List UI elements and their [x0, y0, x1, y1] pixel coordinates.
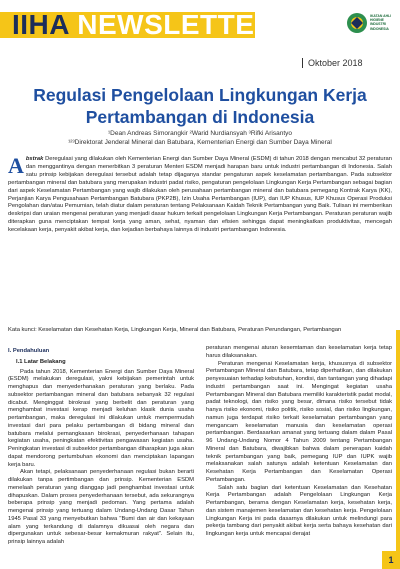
brand-name: IIHA [12, 9, 69, 40]
paragraph: Pada tahun 2018, Kementerian Energi dan Sumber Daya Mineral (ESDM) melakukan deregulasi, yakni kebijakan pemerintah untuk menghapus dan menyederhanakan peraturan yang berlaku. Pada subsektor pertambangan mineral dan batubara sebanyak 32 regulasi dicabut. Menginggat birokrasi yang berbelit dan peraturan yang menghambat investasi kerap menjadi keluhan klasik dunia usaha pertambangan, maka deregulasi ini dilakukan untuk mempermudah investasi dari para pelaku pertambangan di bidang mineral dan batubara melalui pemangkasan birokrasi, penyederhanaan tahapan kegiatan usaha, peningkatan efektivitas pengawasan kegiatan usaha. Peningkatan investasi di subsektor pertambangan diharapkan juga akan dapat mendorong pertumbuhan ekonomi dan menciptakan lapangan kerja baru. [8, 368, 194, 468]
abstract [8, 153, 392, 235]
paragraph: Peraturan mengenai Keselamatan kerja, khususnya di subsektor Pertambangan Mineral dan Batubara, tetap diperhatikan, dan dilakukan penyesuaian terhadap kebutuhan, kondisi, dan tantangan yang dihadapi industri pertambangan saat ini. Mengingat kegiatan usaha Pertambangan Mineral dan Batubara memiliki karakteristik padat modal, padat teknologi, dan risiko yang besar, dimana risiko tersebut tidak hanya risiko ekonomi, risiko politik, risiko sosial, dan risiko lingkungan, namun juga terdapat risiko terkait keselamatan pertambangan yang mengancam keselamatan manusia dan keselamatan operasi pertambangan. Berdasarkan amanat yang tertuang dalam dalam Pasal 96 Undang-Undang Nomor 4 Tahun 2009 tentang Pertambangan Mineral dan Batubara, diwajibkan bahwa dalam penerapan kaidah teknik pertambangan yang baik, pemegang IUP dan IUPK wajib melaksanakan salah satunya adalah ketentuan Keselamatan dan Kesehatan Kerja Pertambangan dan Keselamatan Operasi Pertambangan. [206, 360, 392, 483]
author-affiliation: ¹²³Direktorat Jenderal Mineral dan Batubara, Kementerian Energi dan Sumber Daya Mineral [68, 139, 332, 146]
article-title-line-1: Regulasi Pengelolaan Lingkungan Kerja [33, 85, 367, 105]
logo-text: IKATAN AHLI HIGIENE INDUSTRI INDONESIA [370, 14, 392, 31]
abstract-text: Deregulasi yang dilakukan oleh Kementerian Energi dan Sumber Daya Mineral (ESDM) di tahun 2018 dengan mencabut 32 peraturan dan menggantinya dengan menerbitkan 3 peraturan Menteri ESDM menjadi harapan baru untuk industri pertambangan di Indonesia. Salah satu prinsip kebijakan deregulasi tersebut adalah tetap dijaganya standar pengaturan aspek keselamatan pertambangan. Pada subsektor pertambangan mineral dan batubara yang merupakan industri padat risiko, pengaturan pengelolaan Lingkungan Kerja Pertambangan sebagai bagian dari aspek Keselamatan Pertambangan yang wajib dilakukan oleh perusahaan pertambangan mineral dan batubara pemegang Kontrak Karya (KK), Perjanjian Karya Pengusahaan Pertambangan Batubara (PKP2B), Izin Usaha Pertambangan (IUP), dan IUP Khusus, IUP Khusus Operasi Produksi Pengolahan dan/atau Pemurnian, telah diatur dalam peraturan tentang Pelaksanaan Kaidah Teknik Pertambangan yang Baik. Tulisan ini memberikan deskripsi dan uraian mengenai peraturan yang menjadi dasar hukum terkait pengelolaan Lingkungan Kerja Pertambangan. Peraturan peraturan wajib diterapkan guna menciptakan tempat kerja yang aman, sehat, nyaman dan efisien sehingga dapat meningkatkan produktivitas, mencegah kecelakaan kerja, penyakit akibat kerja, dan kejadian berbahaya lainnya di industri pertambangan Indonesia. [8, 156, 392, 234]
issue-date: Oktober 2018 [302, 58, 363, 68]
left-column [8, 348, 194, 547]
association-logo [344, 6, 394, 46]
author-block [20, 129, 380, 147]
abstract-drop-cap: A [8, 153, 24, 178]
keywords: Kata kunci: Keselamatan dan Kesehatan Kerja, Lingkungan Kerja, Mineral dan Batubara, Peraturan Perundangan, Pertambangan [8, 327, 342, 333]
right-column [206, 345, 392, 539]
paragraph: peraturan mengenai aturan kesemtaman dan keselamatan kerja tetap harus dilaksanakan. [206, 345, 392, 359]
side-accent-strip [396, 330, 400, 551]
author-names: ¹Dean Andreas Simorangkir ²Warid Nurdiansyah ³Rifki Arisantyo [108, 130, 292, 137]
subsection-heading: I.1 Latar Belakang [16, 358, 66, 365]
newsletter-title [12, 10, 275, 40]
section-heading: I. Pendahuluan [8, 348, 50, 354]
paragraph: Akan tetapi, pelaksanaan penyederhanaan regulasi bukan berarti dilakukan tanpa pertimbangan dan prinsip. Kementerian ESDM menelaah peraturan yang dianggap jadi penghambat investasi untuk dihapuskan. Dalam proses penyederhanaan tersebut, ada sekurangnya beberapa prinsip yang menjadi pedoman. Yang pertama adalah mengenai prinsip yang tertuang dalam Undang-Undang Dasar Tahun 1945 Pasal 33 yang menyebutkan bahwa "Bumi dan air dan kekayaan alam yang terkandung di dalamnya dikuasai oleh negara dan dipergunakan untuk sebesar-besar kemakmuran rakyat". Selain itu, prinsip lainnya adalah [8, 469, 194, 545]
article-title [20, 84, 380, 128]
newsletter-header [0, 0, 400, 72]
paragraph: Salah satu bagian dari ketentuan Keselamatan dan Kesehatan Kerja Pertambangan adalah Pengelolaan Lingkungan Kerja Pertambangan, berarna dengan Keselamatan kerja, kesehatan kerja, dan sistem manajemen keselamatan dan kesehatan kerja. Pengelolaan Lingkungan Kerja ini pada dasarnya dilakukan untuk melindungi para pekerja tambang dari penyakit akibat kerja serta bahaya kesehatan dari lingkungan kerja untuk mencapai derajat [206, 484, 392, 537]
page-number: 1 [382, 551, 400, 569]
newsletter-word: NEWSLETTER [77, 9, 276, 40]
logo-emblem-icon [346, 12, 368, 34]
abstract-label: bstrak [25, 156, 44, 162]
article-title-line-2: Pertambangan di Indonesia [85, 107, 315, 127]
